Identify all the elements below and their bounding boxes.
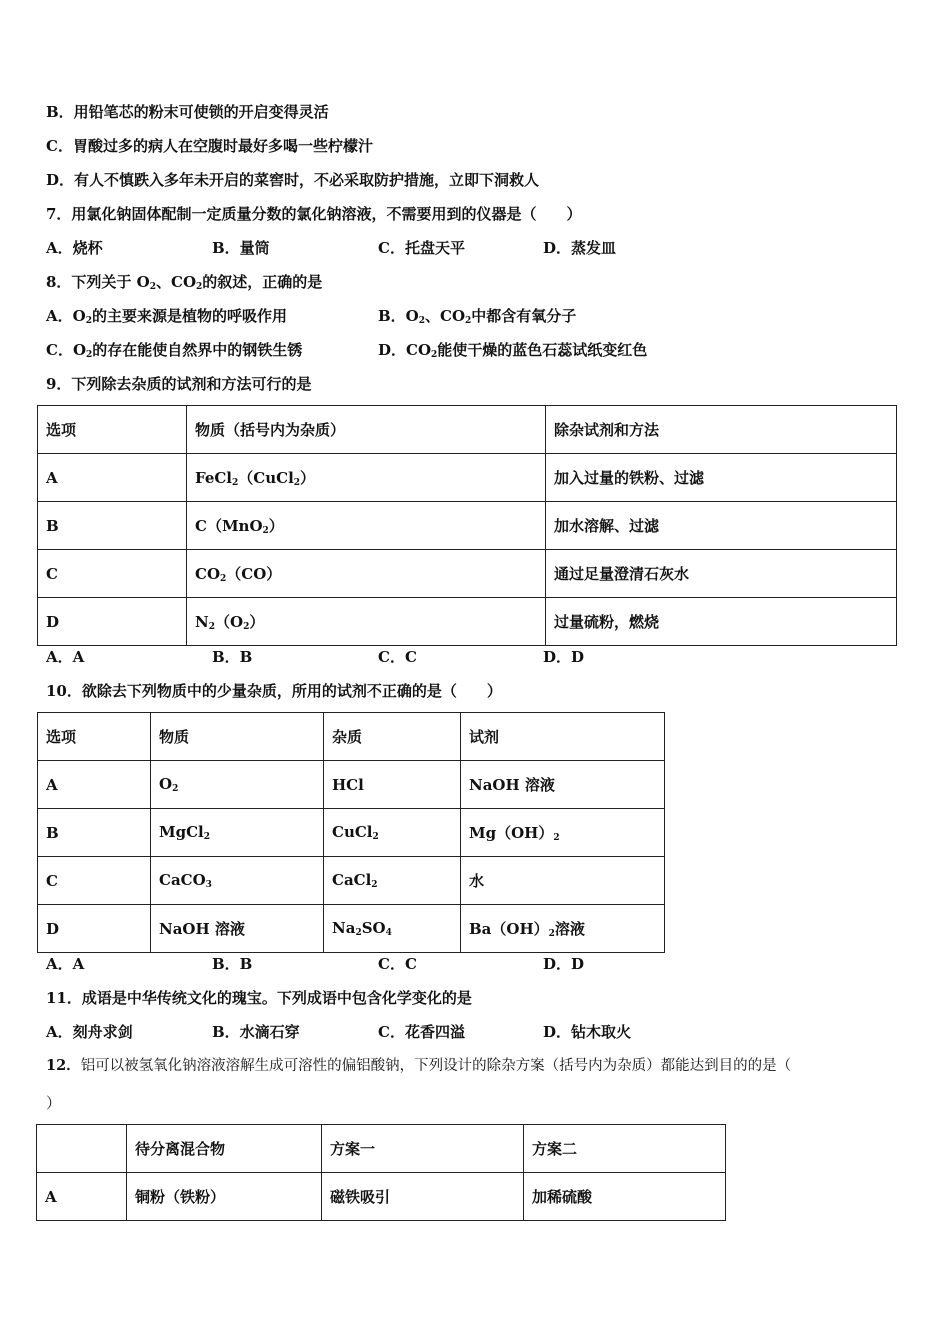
table-row xyxy=(38,905,665,953)
q10-cell-impurity: CaCl$_2$ xyxy=(324,857,461,905)
q11-option-c: C．花香四溢 xyxy=(378,1023,465,1041)
q9-option-c: C．C xyxy=(378,648,417,666)
table-row xyxy=(38,761,665,809)
q12-cell-plan1: 磁铁吸引 xyxy=(322,1173,524,1221)
q9-cell-method: 过量硫粉，燃烧 xyxy=(546,598,897,646)
q10-cell-substance: MgCl$_2$ xyxy=(151,809,324,857)
q10-cell-impurity: CuCl$_2$ xyxy=(324,809,461,857)
q10-header-impurity: 杂质 xyxy=(324,713,461,761)
q10-cell-option: D xyxy=(38,905,151,953)
q7-option-b: B．量筒 xyxy=(212,239,270,257)
q9-stem: 9．下列除去杂质的试剂和方法可行的是 xyxy=(46,375,312,393)
q9-option-d: D．D xyxy=(543,648,585,666)
table-row xyxy=(38,502,897,550)
table-row xyxy=(38,454,897,502)
q6-option-b: B．用铅笔芯的粉末可使锁的开启变得灵活 xyxy=(46,103,329,121)
q7-stem: 7．用氯化钠固体配制一定质量分数的氯化钠溶液，不需要用到的仪器是（ ） xyxy=(46,205,582,223)
q10-option-b: B．B xyxy=(212,955,253,973)
q9-option-a: A．A xyxy=(46,648,85,666)
q10-header-substance: 物质 xyxy=(151,713,324,761)
q9-header-method: 除杂试剂和方法 xyxy=(546,406,897,454)
q7-option-d: D．蒸发皿 xyxy=(543,239,617,257)
q9-cell-option: C xyxy=(38,550,187,598)
q10-cell-reagent: NaOH 溶液 xyxy=(461,761,665,809)
q12-cell-mixture: 铜粉（铁粉） xyxy=(127,1173,322,1221)
q12-header-plan1: 方案一 xyxy=(322,1125,524,1173)
table-row xyxy=(38,550,897,598)
table-row xyxy=(38,809,665,857)
q8-stem: 8．下列关于 $O_2$、$CO_2$的叙述，正确的是 xyxy=(46,273,323,292)
q9-cell-substance: FeCl$_2$（CuCl$_2$） xyxy=(187,454,546,502)
q10-option-c: C．C xyxy=(378,955,417,973)
table-row xyxy=(38,857,665,905)
q10-option-a: A．A xyxy=(46,955,85,973)
q11-option-b: B．水滴石穿 xyxy=(212,1023,300,1041)
q11-option-a: A．刻舟求剑 xyxy=(46,1023,133,1041)
q7-option-c: C．托盘天平 xyxy=(378,239,465,257)
q10-cell-reagent: 水 xyxy=(461,857,665,905)
q11-stem: 11．成语是中华传统文化的瑰宝。下列成语中包含化学变化的是 xyxy=(46,989,472,1007)
q10-cell-impurity: $Na_2SO_4$ xyxy=(324,905,461,953)
q10-cell-option: C xyxy=(38,857,151,905)
q10-header-reagent: 试剂 xyxy=(461,713,665,761)
q8-option-b: B．$O_2$、$CO_2$中都含有氧分子 xyxy=(378,307,577,326)
q8-option-d: D．$CO_2$能使干燥的蓝色石蕊试纸变红色 xyxy=(378,341,648,360)
q10-cell-impurity: HCl xyxy=(324,761,461,809)
table-row xyxy=(38,598,897,646)
q12-header-option xyxy=(37,1125,127,1173)
q10-option-d: D．D xyxy=(543,955,585,973)
q10-table xyxy=(37,712,665,953)
q9-cell-substance: C（MnO$_2$） xyxy=(187,502,546,550)
table-row xyxy=(37,1173,726,1221)
q10-cell-option: A xyxy=(38,761,151,809)
q11-option-d: D．钻木取火 xyxy=(543,1023,632,1041)
q9-cell-option: A xyxy=(38,454,187,502)
q9-cell-method: 通过足量澄清石灰水 xyxy=(546,550,897,598)
q10-cell-reagent: $Mg(OH)_2$ xyxy=(461,809,665,857)
table-row xyxy=(38,406,897,454)
q12-stem: 12．铝可以被氢氧化钠溶液溶解生成可溶性的偏铝酸钠，下列设计的除杂方案（括号内为杂质）都能达到目的的是（ xyxy=(46,1057,792,1074)
q10-cell-substance: NaOH 溶液 xyxy=(151,905,324,953)
q12-cell-plan2: 加稀硫酸 xyxy=(524,1173,726,1221)
q9-header-option: 选项 xyxy=(38,406,187,454)
q9-cell-option: D xyxy=(38,598,187,646)
q8-option-c: C．$O_2$的存在能使自然界中的钢铁生锈 xyxy=(46,341,303,360)
q9-table xyxy=(37,405,897,646)
q9-option-b: B．B xyxy=(212,648,253,666)
q10-cell-option: B xyxy=(38,809,151,857)
table-row xyxy=(37,1125,726,1173)
q10-stem: 10．欲除去下列物质中的少量杂质，所用的试剂不正确的是（ ） xyxy=(46,682,502,700)
q12-cell-option: A xyxy=(37,1173,127,1221)
q12-stem-close: ） xyxy=(46,1094,62,1112)
q9-cell-method: 加水溶解、过滤 xyxy=(546,502,897,550)
q12-header-mixture: 待分离混合物 xyxy=(127,1125,322,1173)
q12-table xyxy=(36,1124,726,1221)
q12-header-plan2: 方案二 xyxy=(524,1125,726,1173)
q8-option-a: A．$O_2$的主要来源是植物的呼吸作用 xyxy=(46,307,287,326)
q6-option-c: C．胃酸过多的病人在空腹时最好多喝一些柠檬汁 xyxy=(46,137,373,155)
q9-cell-substance: $N_2(O_2)$ xyxy=(187,598,546,646)
q6-option-d: D．有人不慎跌入多年未开启的菜窖时，不必采取防护措施，立即下洞救人 xyxy=(46,171,540,189)
q10-cell-substance: CaCO$_3$ xyxy=(151,857,324,905)
q9-cell-method: 加入过量的铁粉、过滤 xyxy=(546,454,897,502)
q9-header-substance: 物质（括号内为杂质） xyxy=(187,406,546,454)
q9-cell-option: B xyxy=(38,502,187,550)
q10-cell-substance: $O_2$ xyxy=(151,761,324,809)
q7-option-a: A．烧杯 xyxy=(46,239,103,257)
table-row xyxy=(38,713,665,761)
q10-cell-reagent: $Ba(OH)_2$溶液 xyxy=(461,905,665,953)
q9-cell-substance: $CO_2(CO)$ xyxy=(187,550,546,598)
q10-header-option: 选项 xyxy=(38,713,151,761)
